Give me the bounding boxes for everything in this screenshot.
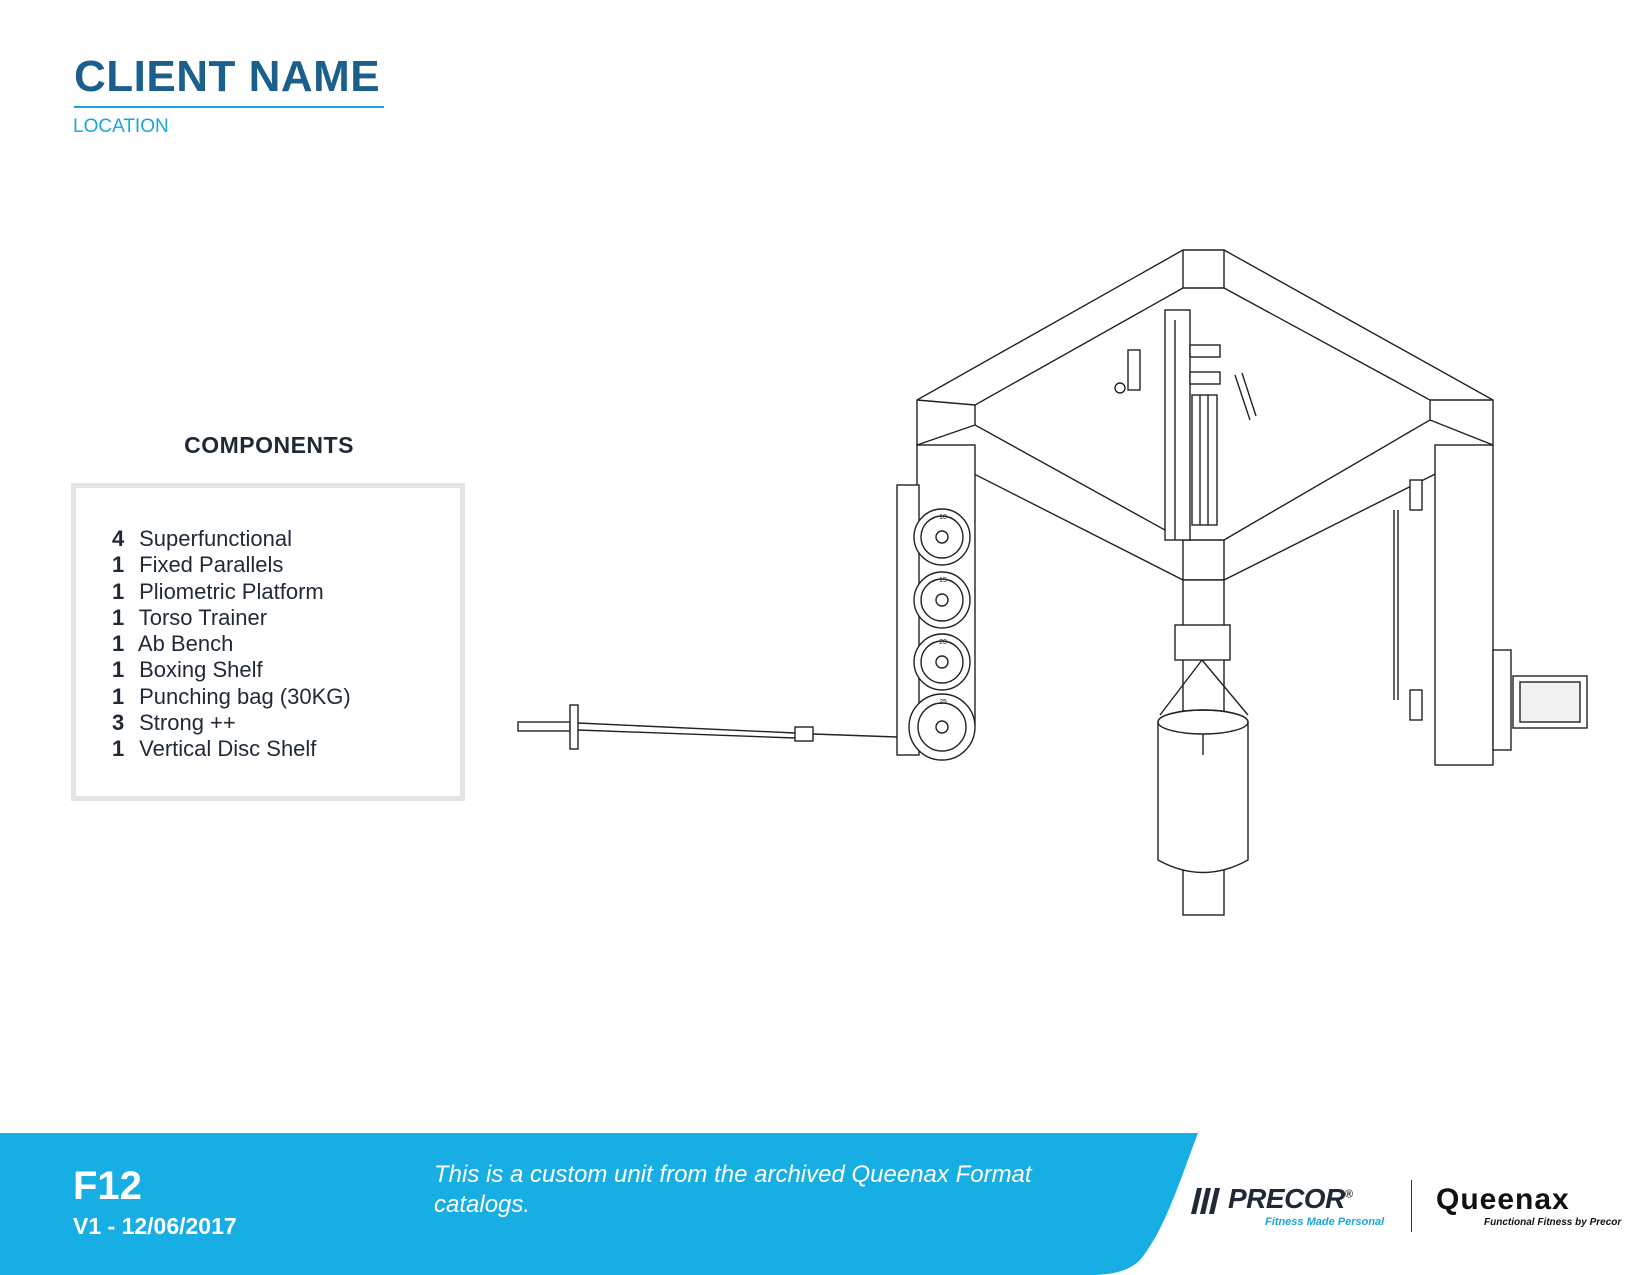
component-qty: 4 (112, 526, 125, 551)
component-qty: 1 (112, 736, 125, 762)
component-item (112, 605, 351, 631)
components-title: COMPONENTS (184, 432, 354, 458)
component-item (112, 736, 351, 762)
component-qty: 1 (112, 683, 125, 709)
component-name: Fixed Parallels (139, 552, 284, 578)
version-date: V1 - 12/06/2017 (73, 1213, 237, 1239)
component-qty: 1 (112, 631, 125, 657)
component-qty: 1 (112, 657, 125, 683)
component-item (112, 684, 351, 710)
component-item (112, 657, 351, 683)
component-item (112, 710, 351, 736)
queenax-wordmark: Queenax (1436, 1183, 1570, 1216)
component-qty: 1 (112, 578, 125, 604)
component-item (112, 526, 351, 552)
queenax-tagline: Functional Fitness by Precor (1484, 1217, 1622, 1228)
plate-label: 20 (939, 639, 947, 646)
component-name: Pliometric Platform (139, 578, 324, 604)
component-name: Strong ++ (139, 710, 236, 736)
client-name: CLIENT NAME (74, 52, 381, 101)
footer-note: This is a custom unit from the archived Queenax Format catalogs. (434, 1161, 1032, 1218)
precor-stripes-icon (1191, 1188, 1225, 1214)
equipment-drawing (510, 240, 1610, 920)
component-name: Ab Bench (137, 631, 234, 657)
client-name-underline (74, 106, 384, 108)
component-name: Vertical Disc Shelf (139, 736, 317, 762)
punching-bag (1158, 625, 1248, 873)
plate-label: 25 (939, 699, 947, 706)
component-item (112, 631, 351, 657)
precor-wordmark: PRECOR (1228, 1183, 1345, 1214)
component-name: Superfunctional (139, 526, 293, 551)
location: LOCATION (73, 116, 169, 137)
components-list (112, 526, 351, 763)
barbell (518, 705, 897, 749)
component-item (112, 552, 351, 578)
component-qty: 1 (112, 552, 125, 578)
logo-divider (1411, 1180, 1412, 1232)
component-item (112, 579, 351, 605)
component-qty: 3 (112, 710, 125, 736)
model-code: F12 (73, 1164, 142, 1208)
component-name: Boxing Shelf (139, 657, 263, 683)
component-qty: 1 (112, 604, 125, 630)
registered-mark: ® (1344, 1188, 1353, 1201)
components-box (71, 483, 465, 801)
precor-tagline: Fitness Made Personal (1265, 1216, 1385, 1228)
component-name: Punching bag (30KG) (139, 683, 351, 709)
plate-label: 10 (939, 514, 947, 521)
component-name: Torso Trainer (138, 604, 268, 630)
plate-label: 15 (939, 577, 947, 584)
